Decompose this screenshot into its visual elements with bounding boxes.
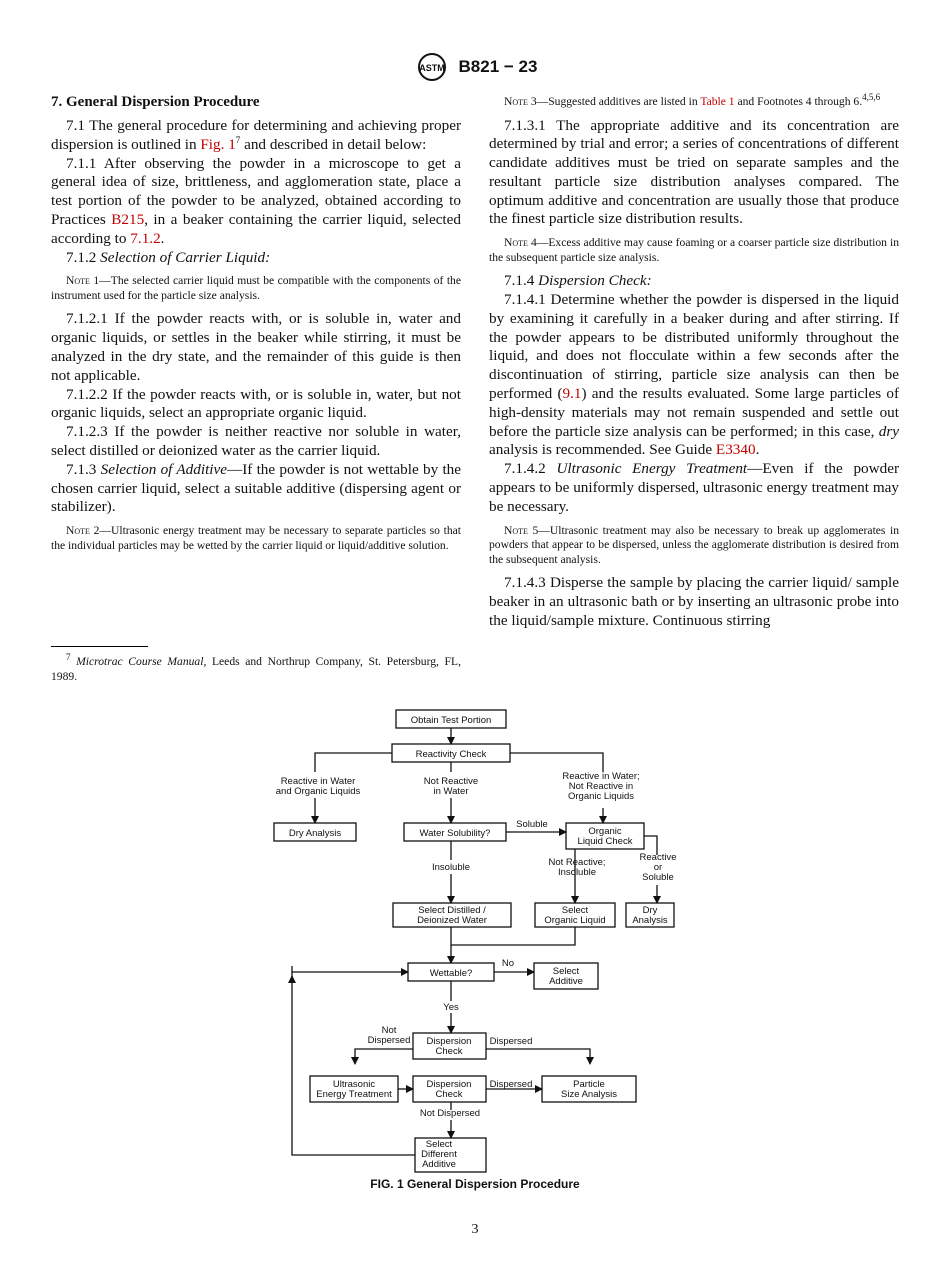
left-column (51, 93, 461, 560)
footnote-7: $^7$ Microtrac Course Manual, Leeds and Northrup Company, St. Petersburg, FL, 1989. (51, 652, 461, 683)
figure-caption: FIG. 1 General Dispersion Procedure (370, 1177, 580, 1191)
table-1-link[interactable]: Table 1 (700, 95, 735, 108)
note-1: Note 1—The selected carrier liquid must be compatible with the components of the instrument used for the particle size analysis. (51, 274, 461, 302)
label-insoluble: Insoluble (431, 862, 471, 873)
label-dispersed2: Dispersed (489, 1079, 533, 1090)
label-no: No (501, 958, 515, 969)
paragraph-7-1-2-1: 7.1.2.1 If the powder reacts with, or is soluble in, water and organic liquids, or settles in the beaker while stirring, it must be analyzed in the dry state, and the remainder of this guide is then not applicable. (51, 310, 461, 384)
label-select-organic-l2: Organic Liquid (544, 915, 606, 926)
label-branch2-l1: Not Reactive (423, 776, 479, 787)
label-disp-check2-l2: Check (435, 1089, 463, 1100)
label-dry2-l2: Analysis (632, 915, 668, 926)
label-disp-check1-l2: Check (435, 1046, 463, 1057)
fig-1-link[interactable]: Fig. 1 (200, 135, 236, 153)
label-nri-l1: Not Reactive; (548, 857, 606, 868)
label-organic-l2: Liquid Check (577, 836, 633, 847)
label-branch1-l2: and Organic Liquids (275, 786, 361, 797)
e3340-link[interactable]: E3340 (715, 441, 756, 459)
label-branch1-l1: Reactive in Water (280, 776, 356, 787)
label-nri-l2: Insoluble (557, 867, 597, 878)
label-soluble: Soluble (516, 819, 548, 830)
paragraph-7-1-4-3: 7.1.4.3 Disperse the sample by placing the carrier liquid/ sample beaker in an ultrasonic bath or by inserting an ultrasonic probe into the liquid/sample mixture. Continuous stirring (489, 574, 899, 629)
paragraph-7-1-4: 7.1.4 Dispersion Check: (504, 272, 652, 290)
label-ultrasonic-l1: Ultrasonic (332, 1079, 376, 1090)
paragraph-7-1: 7.1 The general procedure for determining and achieving proper dispersion is outlined in Fig. $1^7$ and described in detail below: (51, 117, 461, 153)
label-organic-l1: Organic (588, 826, 622, 837)
label-ros-l1: Reactive (639, 852, 677, 863)
section-7-1-2-link[interactable]: 7.1.2 (130, 229, 161, 247)
b215-link[interactable]: B215 (111, 210, 145, 228)
footnote-rule (51, 646, 148, 647)
label-select-water-l2: Deionized Water (417, 915, 487, 926)
note-3: Note 3—Suggested additives are listed in Table 1 and Footnotes 4 through 6.$^{4,5,6}$ (504, 92, 881, 108)
label-select-additive-l1: Select (552, 966, 580, 977)
paragraph-7-1-1: 7.1.1 After observing the powder in a microscope to get a general idea of size, brittleness, and agglomeration state, place a test portion of the powder to be analyzed, obtained according to Practices B215, in a beaker containing the carrier liquid, selected according to 7.1.2. (51, 154, 461, 247)
label-branch3-l1: Reactive in Water; (562, 771, 640, 782)
paragraph-7-1-2-2: 7.1.2.2 If the powder reacts with, or is soluble in, water, but not organic liquids, select an appropriate organic liquid. (51, 385, 461, 422)
label-particle-l2: Size Analysis (561, 1089, 617, 1100)
label-branch3-l2: Not Reactive in (568, 781, 634, 792)
right-column (489, 91, 899, 631)
label-water-solubility: Water Solubility? (419, 828, 491, 839)
label-ros-l3: Soluble (642, 872, 674, 883)
flowchart-figure (0, 700, 950, 1180)
label-yes: Yes (443, 1002, 459, 1013)
label-dry2-l1: Dry (642, 905, 658, 916)
label-select-additive-l2: Additive (549, 976, 583, 987)
label-select-diff-l1: Select (425, 1139, 453, 1150)
paragraph-7-1-3: 7.1.3 Selection of Additive—If the powder is not wettable by the chosen carrier liquid, select a suitable additive (dispersing agent or stabilizer). (51, 460, 461, 516)
label-not-dispersed1-l2: Dispersed (367, 1035, 411, 1046)
note-5: Note 5—Ultrasonic treatment may also be necessary to break up agglomerates in powders that appear to be dispersed, unless the agglomerate distribution is desired from the subsequent analysis. (489, 523, 899, 566)
section-9-1-link[interactable]: 9.1 (562, 385, 582, 403)
note-2: Note 2—Ultrasonic energy treatment may be necessary to separate particles so that the individual particles may be wetted by the carrier liquid or liquid/additive solution. (51, 524, 461, 552)
label-branch2-l2: in Water (433, 786, 469, 797)
label-not-dispersed2: Not Dispersed (419, 1108, 481, 1119)
label-select-organic-l1: Select (561, 905, 589, 916)
label-disp-check2-l1: Dispersion (426, 1079, 472, 1090)
logo-text: ASTM (418, 63, 445, 73)
label-dry1: Dry Analysis (288, 828, 342, 839)
document-designation: B821 − 23 (458, 57, 538, 76)
label-wettable: Wettable? (429, 968, 473, 979)
note-4: Note 4—Excess additive may cause foaming or a coarser particle size distribution in the subsequent particle size analysis. (489, 236, 899, 264)
label-ros-l2: or (653, 862, 663, 873)
label-reactivity: Reactivity Check (415, 749, 487, 760)
label-disp-check1-l1: Dispersion (426, 1036, 472, 1047)
paragraph-7-1-2-3: 7.1.2.3 If the powder is neither reactive nor soluble in water, select distilled or deionized water as the carrier liquid. (51, 423, 461, 459)
footnote-ref: 7 (235, 134, 241, 145)
label-branch3-l3: Organic Liquids (567, 791, 635, 802)
paragraph-7-1-4-1: 7.1.4.1 Determine whether the powder is dispersed in the liquid by examining it carefully in a beaker during and after stirring. If the powder appears to be distributed uniformly throughout the liquid, and does not flocculate within a few seconds after the discontinuation of stirring, particle size analysis can then be performed (9.1) and the results evaluated. Some large particles of high-density materials may not remain suspended and settle out before the particle size analysis can be performed; in this case, dry analysis is recommended. See Guide E3340. (489, 291, 899, 459)
astm-logo-icon (413, 52, 451, 82)
label-select-water-l1: Select Distilled / (418, 905, 486, 916)
paragraph-7-1-4-2: 7.1.4.2 Ultrasonic Energy Treatment—Even if the powder appears to be uniformly dispersed, ultrasonic energy treatment may be necessary. (489, 460, 900, 515)
paragraph-7-1-3-1: 7.1.3.1 The appropriate additive and its concentration are determined by trial and error; a series of concentrations of different candidate additives must be tried on separate samples and the resultant particle size distribution analyses compared. The optimum additive and concentration are usually those that produce the finest particle size distribution results. (489, 116, 899, 228)
paragraph-7-1-2: 7.1.2 Selection of Carrier Liquid: (66, 248, 271, 266)
label-select-diff-l3: Additive (422, 1159, 456, 1170)
label-not-dispersed1-l1: Not (381, 1025, 397, 1036)
label-dispersed1: Dispersed (489, 1036, 533, 1047)
section-heading: 7. General Dispersion Procedure (51, 94, 260, 110)
page-header (0, 52, 950, 82)
label-obtain: Obtain Test Portion (410, 715, 492, 726)
label-ultrasonic-l2: Energy Treatment (316, 1089, 392, 1100)
flowchart-svg (0, 700, 950, 1180)
label-select-diff-l2: Different (421, 1149, 457, 1160)
label-particle-l1: Particle (573, 1079, 605, 1090)
page-number: 3 (471, 1222, 479, 1237)
